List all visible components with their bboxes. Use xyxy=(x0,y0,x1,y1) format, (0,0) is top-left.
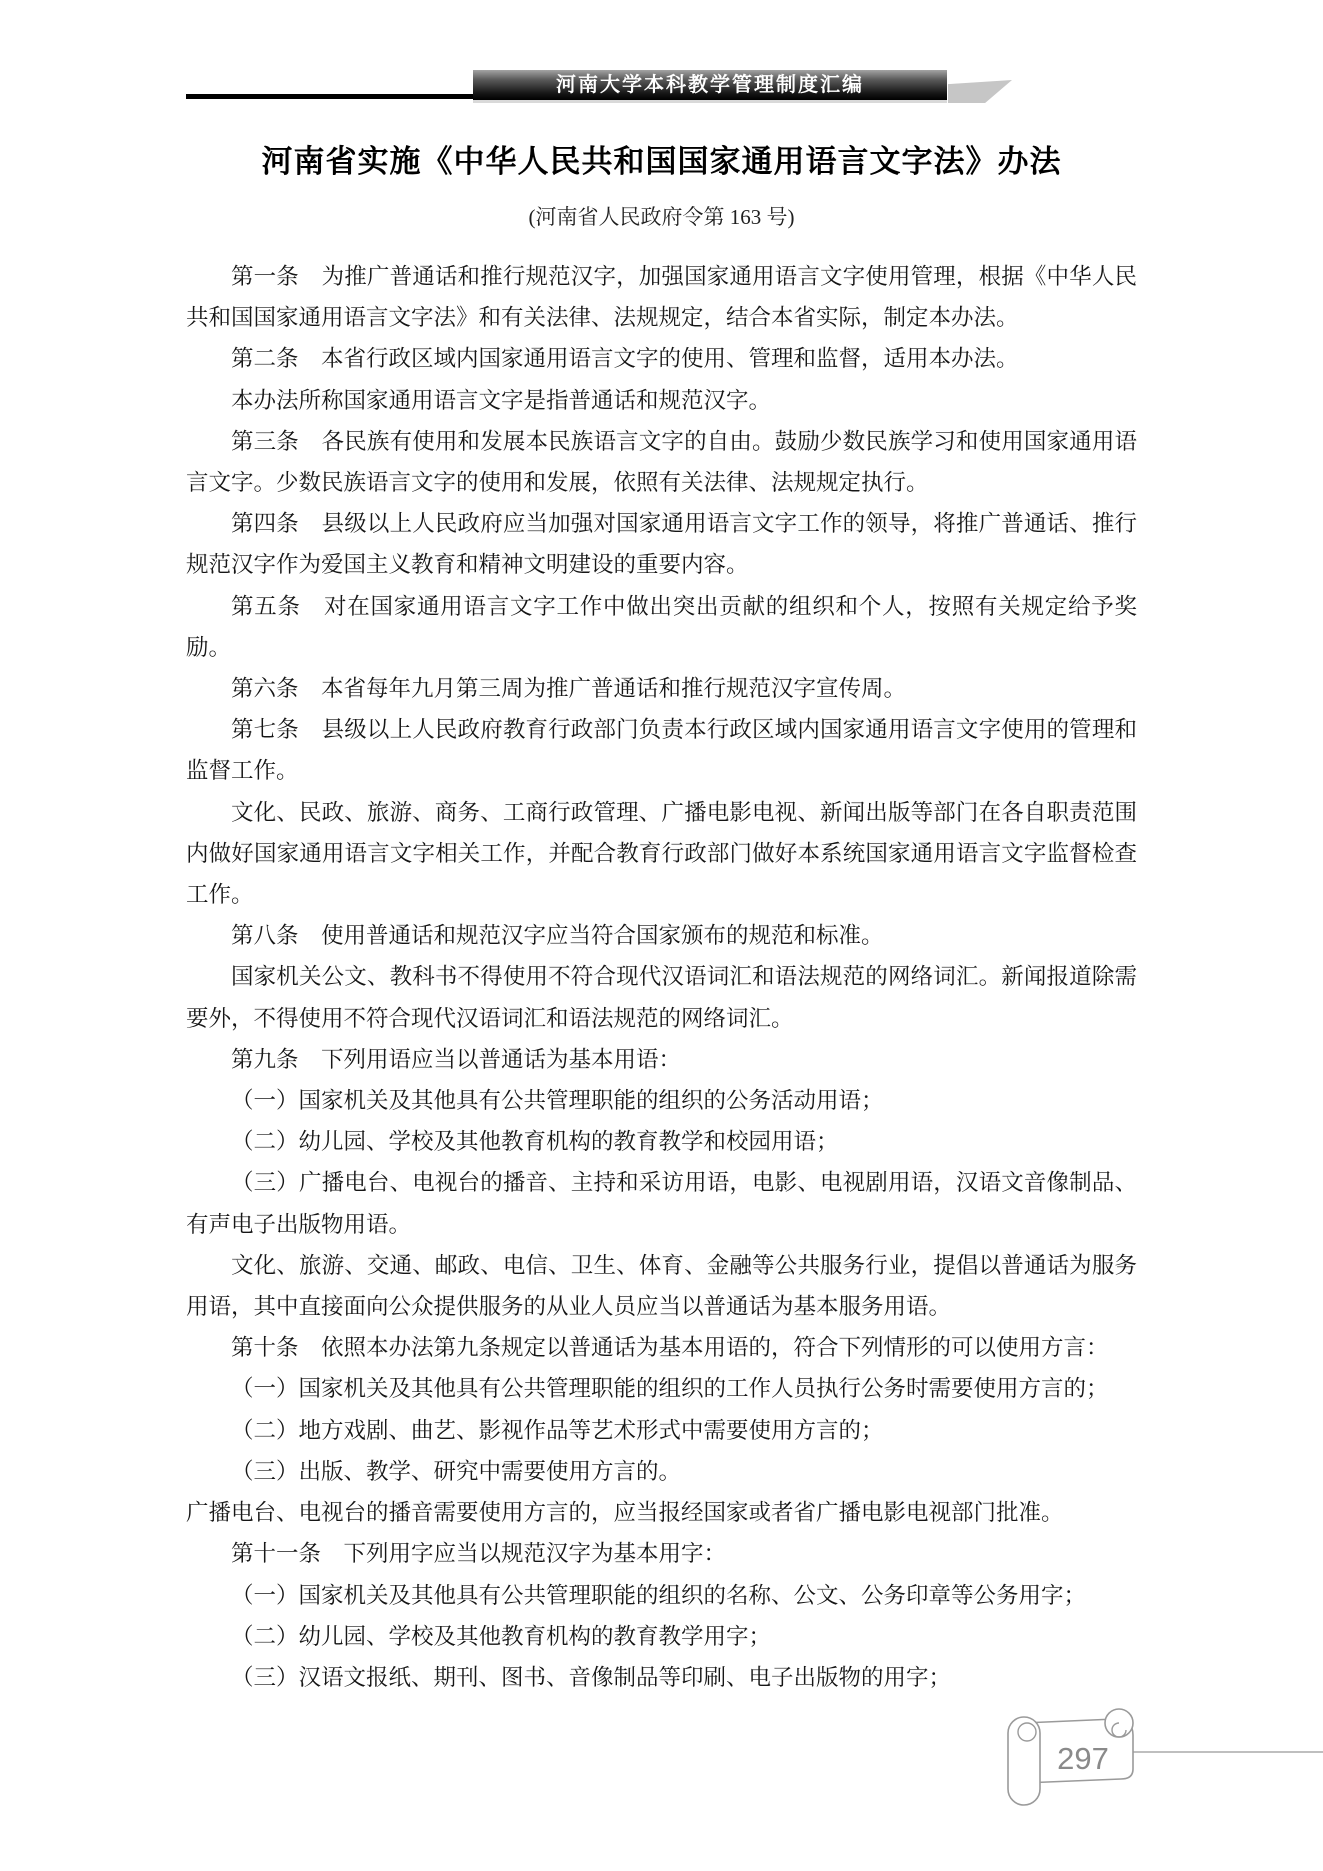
paragraph: 第九条 下列用语应当以普通话为基本用语： xyxy=(231,1046,682,1072)
paragraph: 第二条 本省行政区域内国家通用语言文字的使用、管理和监督，适用本办法。 xyxy=(231,346,1019,372)
paragraph: （二）幼儿园、学校及其他教育机构的教育教学和校园用语； xyxy=(231,1129,839,1155)
paragraph: 第十一条 下列用字应当以规范汉字为基本用字： xyxy=(231,1541,727,1567)
page-scroll-icon xyxy=(1003,1705,1323,1817)
paragraph: 第七条 县级以上人民政府教育行政部门负责本行政区域内国家通用语言文字使用的管理和监督工作。 xyxy=(186,717,1137,784)
document-body xyxy=(186,256,1137,1698)
paragraph: 广播电台、电视台的播音需要使用方言的，应当报经国家或者省广播电影电视部门批准。 xyxy=(186,1500,1064,1526)
paragraph: 文化、民政、旅游、商务、工商行政管理、广播电影电视、新闻出版等部门在各自职责范围内做好国家通用语言文字相关工作，并配合教育行政部门做好本系统国家通用语言文字监督检查工作。 xyxy=(186,799,1137,908)
page-number: 297 xyxy=(1057,1741,1109,1777)
paragraph: （一）国家机关及其他具有公共管理职能的组织的名称、公文、公务印章等公务用字； xyxy=(231,1582,1087,1608)
paragraph: 第一条 为推广普通话和推行规范汉字，加强国家通用语言文字使用管理，根据《中华人民共和国国家通用语言文字法》和有关法律、法规规定，结合本省实际，制定本办法。 xyxy=(186,264,1137,331)
paragraph: 第六条 本省每年九月第三周为推广普通话和推行规范汉字宣传周。 xyxy=(231,676,907,702)
paragraph: （三）汉语文报纸、期刊、图书、音像制品等印刷、电子出版物的用字； xyxy=(231,1664,952,1690)
paragraph: （二）幼儿园、学校及其他教育机构的教育教学用字； xyxy=(231,1623,772,1649)
header-rule-divider xyxy=(186,94,474,99)
header-banner-title: 河南大学本科教学管理制度汇编 xyxy=(473,70,947,103)
paragraph: （一）国家机关及其他具有公共管理职能的组织的工作人员执行公务时需要使用方言的； xyxy=(231,1376,1109,1402)
paragraph: （三）出版、教学、研究中需要使用方言的。 xyxy=(231,1458,682,1484)
paragraph: 第五条 对在国家通用语言文字工作中做出突出贡献的组织和个人，按照有关规定给予奖励。 xyxy=(186,593,1137,660)
page-title: 河南省实施《中华人民共和国国家通用语言文字法》办法 xyxy=(261,144,1062,179)
paragraph: （二）地方戏剧、曲艺、影视作品等艺术形式中需要使用方言的； xyxy=(231,1417,884,1443)
paragraph: 第四条 县级以上人民政府应当加强对国家通用语言文字工作的领导，将推广普通话、推行规范汉字作为爱国主义教育和精神文明建设的重要内容。 xyxy=(186,511,1137,578)
paragraph: （三）广播电台、电视台的播音、主持和采访用语，电影、电视剧用语，汉语文音像制品、有声电子出版物用语。 xyxy=(186,1170,1137,1237)
paragraph: 第八条 使用普通话和规范汉字应当符合国家颁布的规范和标准。 xyxy=(231,923,884,949)
paragraph: （一）国家机关及其他具有公共管理职能的组织的公务活动用语； xyxy=(231,1088,884,1114)
paragraph: 本办法所称国家通用语言文字是指普通话和规范汉字。 xyxy=(231,387,772,413)
banner-swoosh-icon xyxy=(948,80,1012,103)
paragraph: 国家机关公文、教科书不得使用不符合现代汉语词汇和语法规范的网络词汇。新闻报道除需要外，不得使用不符合现代汉语词汇和语法规范的网络词汇。 xyxy=(186,964,1137,1031)
paragraph: 第十条 依照本办法第九条规定以普通话为基本用语的，符合下列情形的可以使用方言： xyxy=(231,1335,1109,1361)
paragraph: 文化、旅游、交通、邮政、电信、卫生、体育、金融等公共服务行业，提倡以普通话为服务用语，其中直接面向公众提供服务的从业人员应当以普通话为基本服务用语。 xyxy=(186,1252,1137,1320)
paragraph: 第三条 各民族有使用和发展本民族语言文字的自由。鼓励少数民族学习和使用国家通用语言文字。少数民族语言文字的使用和发展，依照有关法律、法规规定执行。 xyxy=(186,428,1137,496)
decree-number-subtitle: (河南省人民政府令第 163 号) xyxy=(528,205,795,229)
